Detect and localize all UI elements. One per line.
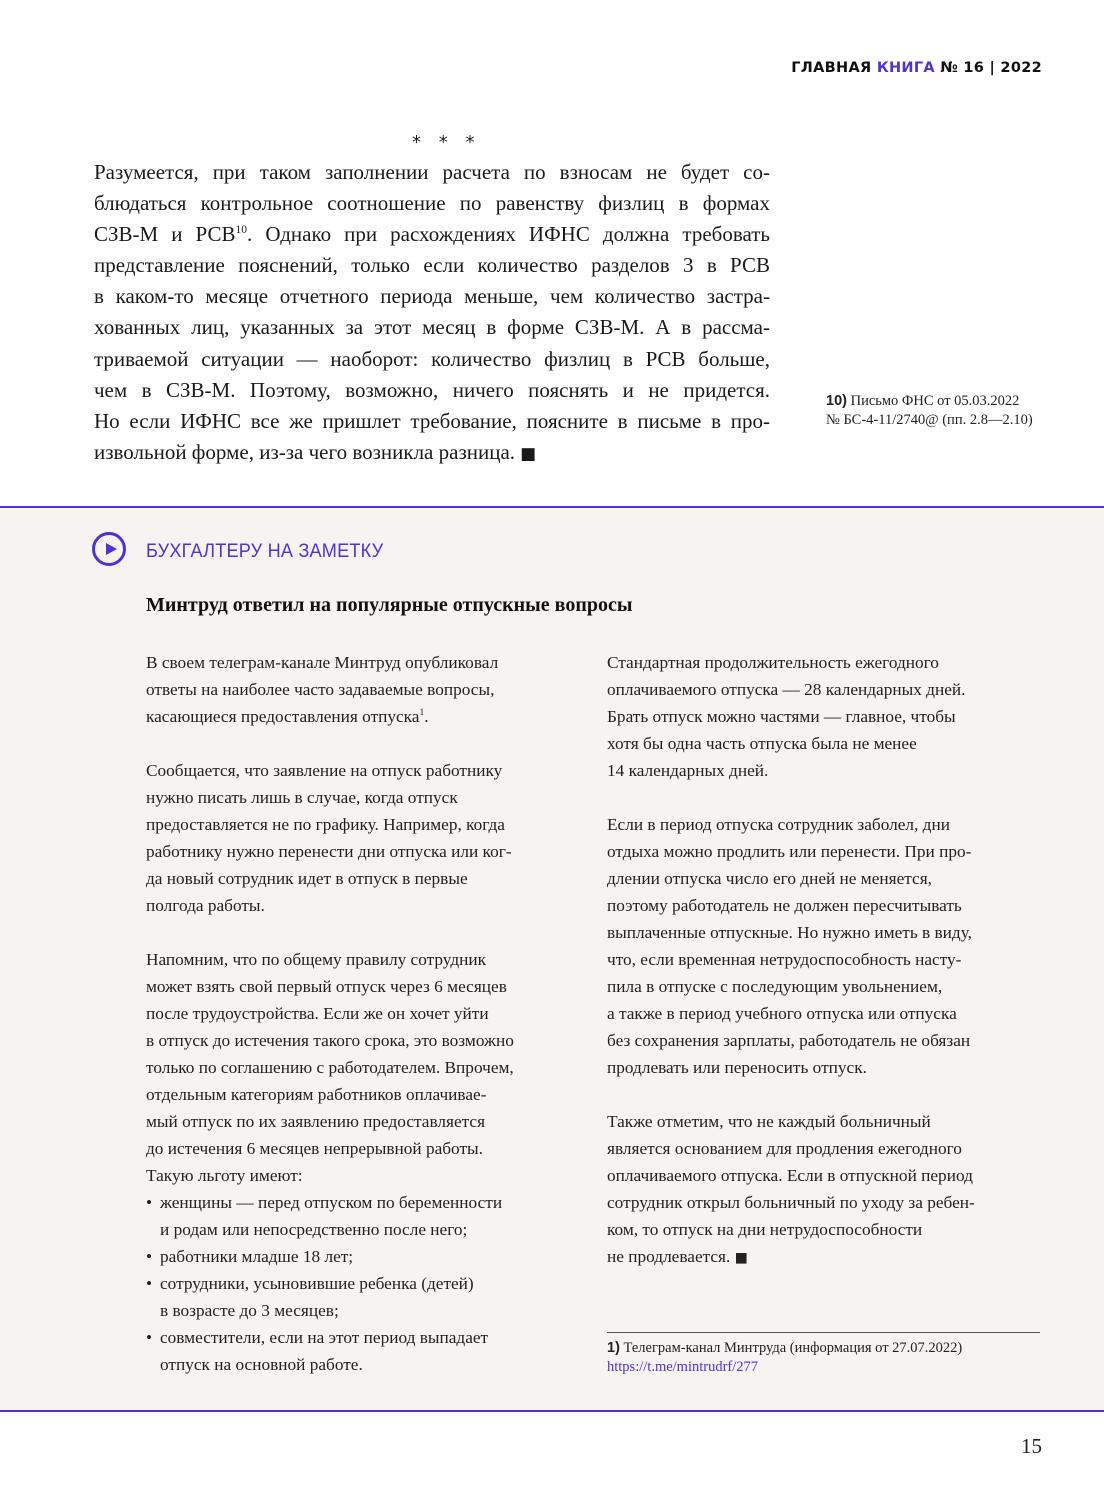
rubric-label: БУХГАЛТЕРУ НА ЗАМЕТКУ xyxy=(146,540,384,562)
text-line: ком, то отпуск на дни нетрудоспособности xyxy=(607,1220,923,1239)
text-line: мый отпуск по их заявлению предоставляется xyxy=(146,1112,486,1131)
text-line xyxy=(146,703,586,730)
paragraph-gap xyxy=(607,1081,1047,1108)
header-issue: № 16 | 2022 xyxy=(940,60,1042,76)
article-title: Минтруд ответил на популярные отпускные вопросы xyxy=(146,594,633,616)
text-line: нужно писать лишь в случае, когда отпуск xyxy=(146,788,458,807)
bullet-item: • совместители, если на этот период выпадает xyxy=(146,1324,586,1351)
text-line: до истечения 6 месяцев непрерывной работы. xyxy=(146,1139,483,1158)
bullet-item: • женщины — перед отпуском по беременности xyxy=(146,1189,586,1216)
text-line: без сохранения зарплаты, работодатель не обязан xyxy=(607,1031,971,1050)
text-line: Стандартная продолжительность ежегодного xyxy=(607,653,939,672)
text-line: сотрудник открыл больничный по уходу за ребен- xyxy=(607,1193,975,1212)
article-column-left xyxy=(146,649,586,1378)
text-line: выплаченные отпускные. Но нужно иметь в виду, xyxy=(607,923,972,942)
text-line: является основанием для продления ежегодного xyxy=(607,1139,962,1158)
header-title-part2: КНИГА xyxy=(876,60,935,76)
side-footnote xyxy=(826,392,1056,430)
intro-line: блюдаться контрольное соотношение по равенству физлиц в формах xyxy=(94,191,770,216)
text-line: оплачиваемого отпуска — 28 календарных дней. xyxy=(607,680,966,699)
text-line-part: не продлевается. xyxy=(607,1247,731,1266)
footnote-ref-1[interactable]: 1 xyxy=(419,708,425,719)
text-line: длении отпуска число его дней не меняется, xyxy=(607,869,932,888)
intro-line: Разумеется, при таком заполнении расчета по взносам не будет со- xyxy=(94,160,770,184)
footnote-link[interactable]: https://t.me/mintrudrf/277 xyxy=(607,1359,759,1375)
text-line: что, если временная нетрудоспособность насту- xyxy=(607,950,962,969)
text-line: В своем телеграм-канале Минтруд опубликовал xyxy=(146,653,499,672)
side-footnote-number: 10) xyxy=(826,393,847,409)
intro-line: в каком-то месяце отчетного периода меньше, чем количество застра- xyxy=(94,284,770,309)
text-line: пила в отпуске с последующим увольнением, xyxy=(607,977,943,996)
section-separator: * * * xyxy=(412,132,481,153)
article-footnote xyxy=(607,1339,962,1377)
text-line: продлевать или переносить отпуск. xyxy=(607,1058,867,1077)
footnote-divider xyxy=(607,1332,1040,1333)
intro-line: Но если ИФНС все же пришлет требование, поясните в письме в про- xyxy=(94,408,770,433)
side-footnote-line: № БС-4-11/2740@ (пп. 2.8—2.10) xyxy=(826,412,1033,428)
text-line: работнику нужно перенести дни отпуска или ког- xyxy=(146,842,512,861)
text-line: 14 календарных дней. xyxy=(607,761,769,780)
text-line: да новый сотрудник идет в отпуск в первые xyxy=(146,869,468,888)
bullet-item: • работники младше 18 лет; xyxy=(146,1243,586,1270)
text-line xyxy=(607,1243,1047,1270)
intro-paragraph xyxy=(94,157,770,469)
text-line: а также в период учебного отпуска или отпуска xyxy=(607,1004,957,1023)
bullet-continuation: отпуск на основной работе. xyxy=(160,1355,363,1374)
side-footnote-line: Письмо ФНС от 05.03.2022 xyxy=(850,393,1020,409)
text-line: отдыха можно продлить или перенести. При про- xyxy=(607,842,972,861)
intro-line-text: извольной форме, из-за чего возникла разница. xyxy=(94,439,516,464)
text-line: Такую льготу имеют: xyxy=(146,1166,303,1185)
text-line-part: касающиеся предоставления отпуска xyxy=(146,707,420,726)
paragraph-gap xyxy=(607,784,1047,811)
text-line: оплачиваемого отпуска. Если в отпускной период xyxy=(607,1166,973,1185)
text-line: только по соглашению с работодателем. Впрочем, xyxy=(146,1058,514,1077)
paragraph-gap xyxy=(146,730,586,757)
text-line: может взять свой первый отпуск через 6 месяцев xyxy=(146,977,507,996)
text-line: полгода работы. xyxy=(146,896,265,915)
intro-line: триваемой ситуации — наоборот: количество физлиц в РСВ больше, xyxy=(94,346,770,371)
magazine-header xyxy=(791,60,1042,76)
footnote-ref-10[interactable]: 10 xyxy=(235,224,248,237)
text-line: отдельным категориям работников оплачивае- xyxy=(146,1085,487,1104)
text-line: ответы на наиболее часто задаваемые вопросы, xyxy=(146,680,495,699)
footnote-number: 1) xyxy=(607,1340,620,1356)
intro-line: чем в СЗВ-М. Поэтому, возможно, ничего пояснять и не придется. xyxy=(94,377,770,402)
bullet-item: • сотрудники, усыновившие ребенка (детей) xyxy=(146,1270,586,1297)
text-line: в отпуск до истечения такого срока, это возможно xyxy=(146,1031,514,1050)
intro-line xyxy=(94,219,770,250)
intro-line-text: . Однако при расхождениях ИФНС должна требовать xyxy=(247,222,770,247)
text-line: Сообщается, что заявление на отпуск работнику xyxy=(146,761,503,780)
play-circle-icon xyxy=(92,532,126,566)
text-line: после трудоустройства. Если же он хочет уйти xyxy=(146,1004,489,1023)
end-mark: ■ xyxy=(520,442,537,463)
end-mark: ■ xyxy=(734,1250,748,1266)
footnote-text: Телеграм-канал Минтруда (информация от 27.07.2022) xyxy=(623,1340,963,1356)
text-line: предоставляется не по графику. Например, когда xyxy=(146,815,505,834)
intro-line xyxy=(94,437,770,469)
text-line: Брать отпуск можно частями — главное, чтобы xyxy=(607,707,956,726)
bullet-continuation: и родам или непосредственно после него; xyxy=(160,1220,468,1239)
intro-line: представление пояснений, только если количество разделов 3 в РСВ xyxy=(94,253,770,278)
text-line: хотя бы одна часть отпуска была не менее xyxy=(607,734,917,753)
text-line-part: . xyxy=(424,707,429,726)
bullet-continuation: в возрасте до 3 месяцев; xyxy=(160,1301,339,1320)
text-line: Напомним, что по общему правилу сотрудник xyxy=(146,950,487,969)
text-line: Также отметим, что не каждый больничный xyxy=(607,1112,931,1131)
article-column-right xyxy=(607,649,1047,1270)
text-line: поэтому работодатель не должен пересчитывать xyxy=(607,896,962,915)
paragraph-gap xyxy=(146,919,586,946)
intro-line-text: СЗВ-М и РСВ xyxy=(94,222,236,247)
text-line: Если в период отпуска сотрудник заболел, дни xyxy=(607,815,950,834)
page-number: 15 xyxy=(1021,1434,1042,1458)
intro-line: хованных лиц, указанных за этот месяц в форме СЗВ-М. А в рассма- xyxy=(94,315,770,340)
header-title-part1: ГЛАВНАЯ xyxy=(791,60,872,76)
